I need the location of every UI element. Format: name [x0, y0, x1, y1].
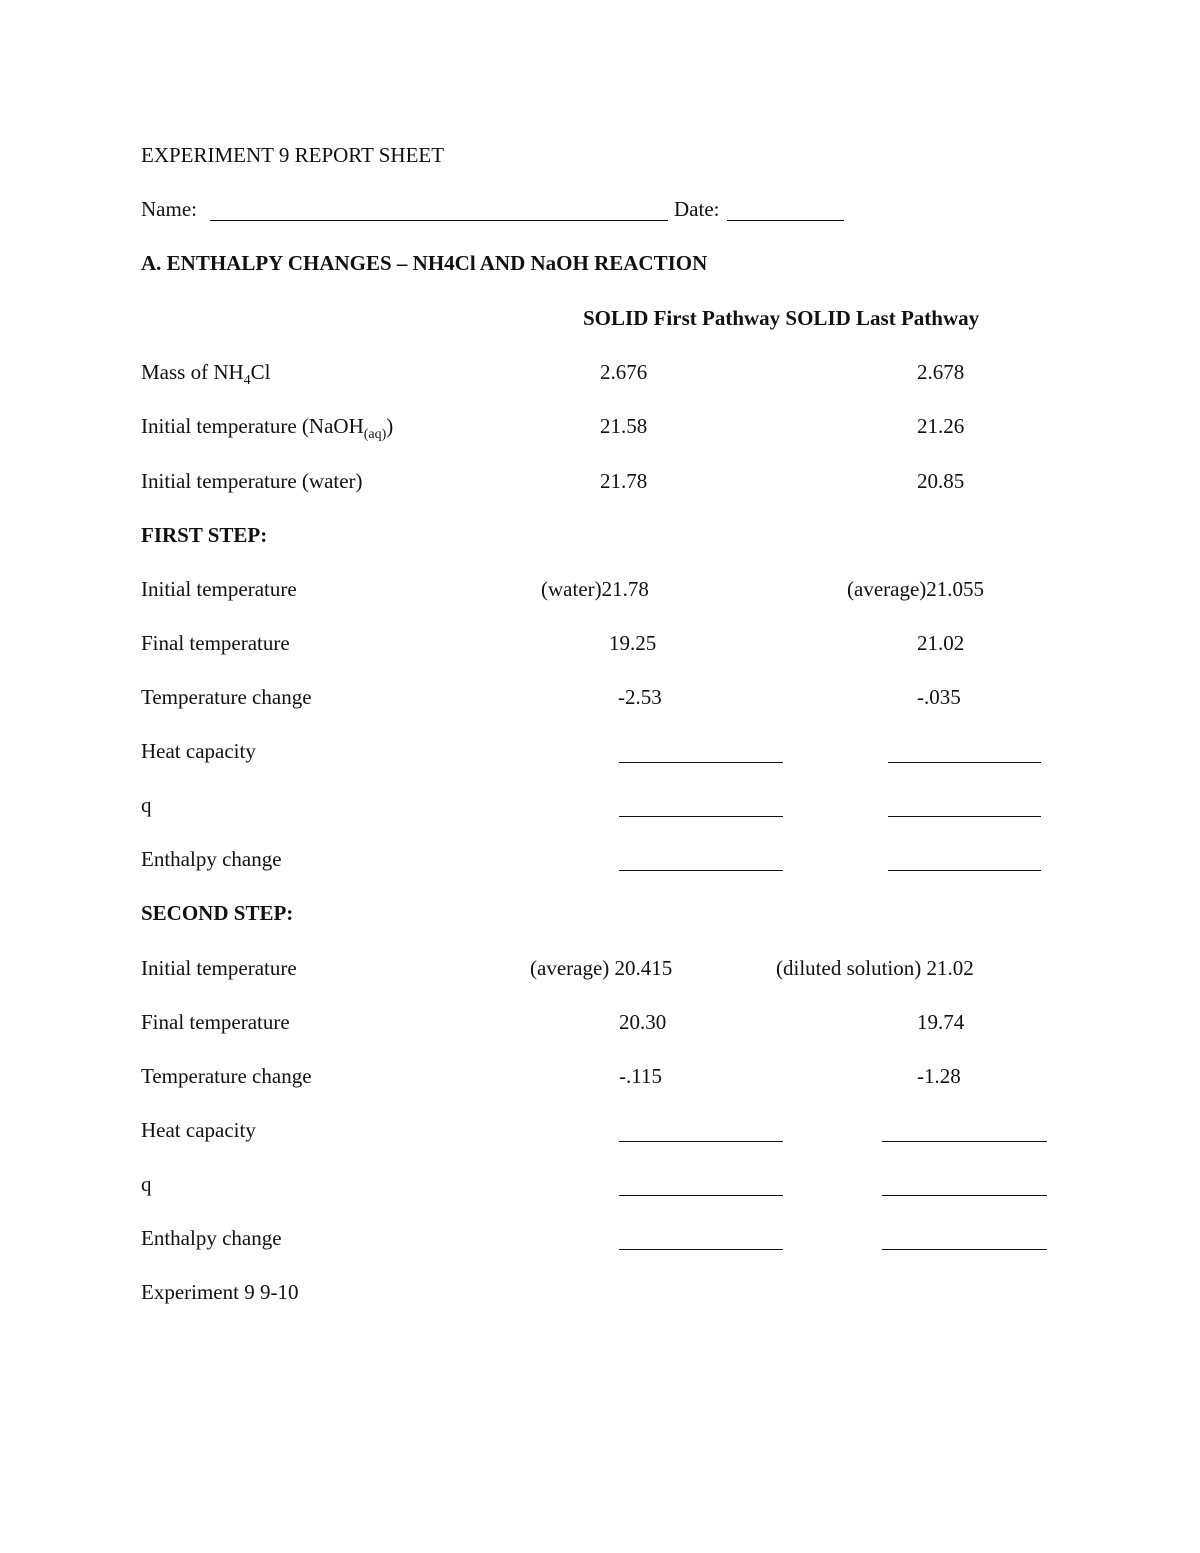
second-step-temp-change-last: -1.28 [917, 1064, 961, 1088]
second-step-label-heat-capacity: Heat capacity [141, 1118, 256, 1142]
second-step-final-temp-last: 19.74 [917, 1010, 965, 1034]
second-step-q-last-blank[interactable] [882, 1195, 1047, 1196]
first-step-label-initial-temp: Initial temperature [141, 577, 297, 601]
name-label: Name: [141, 197, 197, 221]
first-step-temp-change-first: -2.53 [618, 685, 662, 709]
initial-temp-water-first-value: 21.78 [600, 469, 648, 493]
row-label-mass: Mass of $NH_4Cl$ [141, 360, 271, 388]
second-step-heat-capacity-first-blank[interactable] [619, 1141, 783, 1142]
second-step-label-final-temp: Final temperature [141, 1010, 290, 1034]
first-step-title: FIRST STEP: [141, 523, 268, 547]
row-label-initial-temp-naoh: Initial temperature (NaOH$_{(aq)}$) [141, 414, 394, 442]
first-step-q-first-blank[interactable] [619, 816, 783, 817]
date-label: Date: [674, 197, 720, 221]
mass-last-value: 2.678 [917, 360, 965, 384]
second-step-label-initial-temp: Initial temperature [141, 956, 297, 980]
first-step-label-heat-capacity: Heat capacity [141, 739, 256, 763]
second-step-initial-temp-first: (average) 20.415 [530, 956, 673, 980]
first-step-enthalpy-last-blank[interactable] [888, 870, 1041, 871]
first-step-final-temp-last: 21.02 [917, 631, 965, 655]
second-step-enthalpy-first-blank[interactable] [619, 1249, 783, 1250]
first-step-enthalpy-first-blank[interactable] [619, 870, 783, 871]
first-step-heat-capacity-first-blank[interactable] [619, 762, 783, 763]
first-step-temp-change-last: -.035 [917, 685, 961, 709]
section-a-title: A. ENTHALPY CHANGES – NH4Cl AND NaOH REACTION [141, 251, 708, 275]
first-step-label-q: q [141, 793, 152, 817]
first-step-initial-temp-first: (water)21.78 [541, 577, 649, 601]
page-title: EXPERIMENT 9 REPORT SHEET [141, 143, 445, 167]
name-field[interactable] [210, 220, 668, 221]
second-step-label-enthalpy-change: Enthalpy change [141, 1226, 282, 1250]
mass-first-value: 2.676 [600, 360, 648, 384]
first-step-heat-capacity-last-blank[interactable] [888, 762, 1041, 763]
initial-temp-naoh-last-value: 21.26 [917, 414, 965, 438]
second-step-label-q: q [141, 1172, 152, 1196]
row-label-initial-temp-water: Initial temperature (water) [141, 469, 363, 493]
second-step-label-temp-change: Temperature change [141, 1064, 312, 1088]
first-step-label-temp-change: Temperature change [141, 685, 312, 709]
second-step-temp-change-first: -.115 [619, 1064, 662, 1088]
second-step-title: SECOND STEP: [141, 901, 294, 925]
second-step-heat-capacity-last-blank[interactable] [882, 1141, 1047, 1142]
second-step-q-first-blank[interactable] [619, 1195, 783, 1196]
initial-temp-water-last-value: 20.85 [917, 469, 965, 493]
column-header: SOLID First Pathway SOLID Last Pathway [583, 306, 980, 330]
second-step-final-temp-first: 20.30 [619, 1010, 667, 1034]
initial-temp-naoh-first-value: 21.58 [600, 414, 648, 438]
second-step-initial-temp-last: (diluted solution) 21.02 [776, 956, 974, 980]
first-step-label-enthalpy-change: Enthalpy change [141, 847, 282, 871]
first-step-q-last-blank[interactable] [888, 816, 1041, 817]
date-field[interactable] [727, 220, 844, 221]
first-step-final-temp-first: 19.25 [609, 631, 657, 655]
first-step-initial-temp-last: (average)21.055 [847, 577, 985, 601]
first-step-label-final-temp: Final temperature [141, 631, 290, 655]
second-step-enthalpy-last-blank[interactable] [882, 1249, 1047, 1250]
page-footer: Experiment 9 9-10 [141, 1280, 299, 1304]
